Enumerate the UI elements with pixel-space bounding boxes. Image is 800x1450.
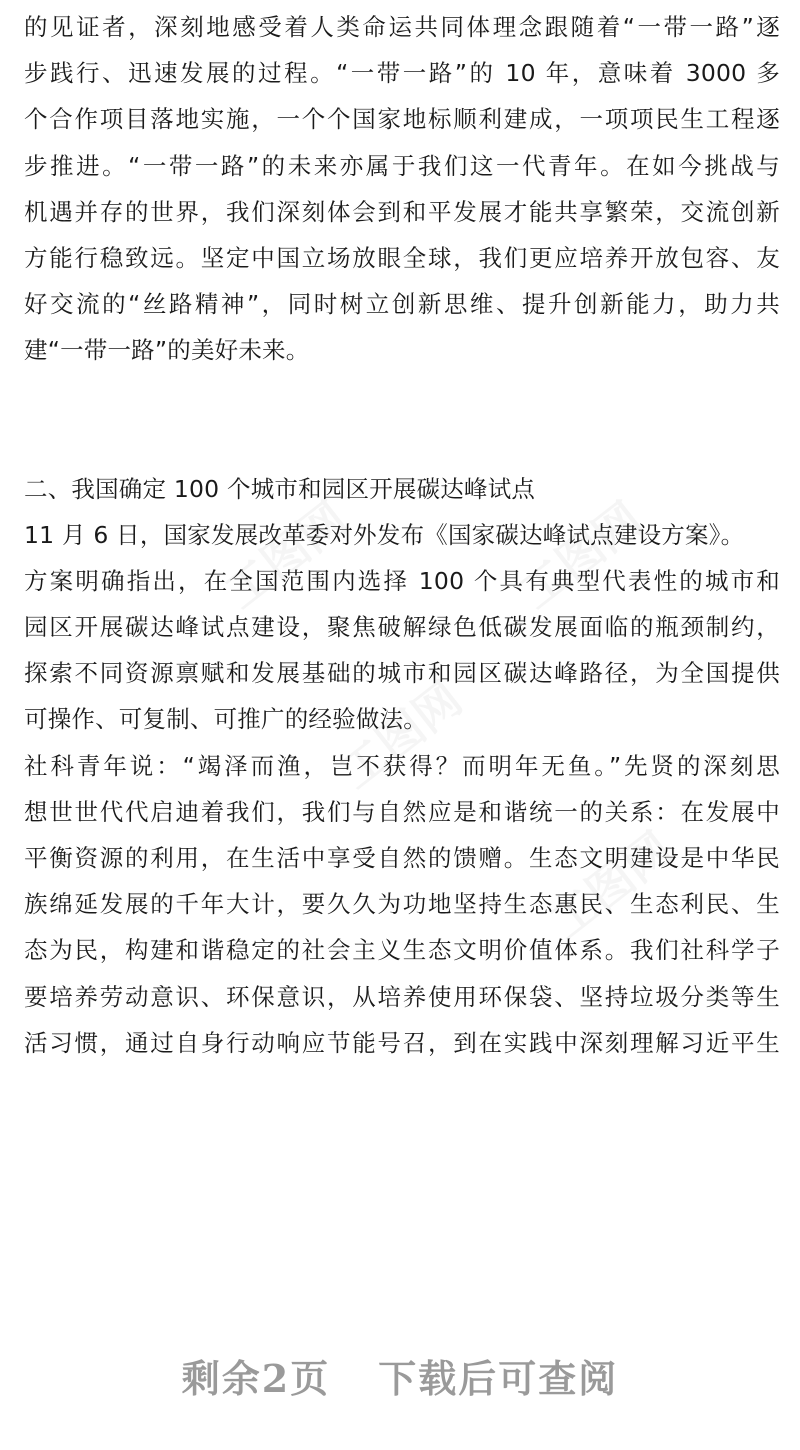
watermark: 工图网 (539, 821, 682, 950)
text-line: 平衡资源的利用，在生活中享受自然的馈赠。生态文明建设是中华民 (24, 844, 780, 872)
text-line: 好交流的“丝路精神”，同时树立创新思维、提升创新能力，助力共 (24, 290, 780, 319)
text-line: 的见证者，深刻地感受着人类命运共同体理念跟随着“一带一路”逐 (24, 13, 780, 41)
text-line: 11 月 6 日，国家发展改革委对外发布《国家碳达峰试点建设方案》。 (24, 520, 745, 549)
text-line: 社科青年说：“竭泽而渔，岂不获得？而明年无鱼。”先贤的深刻思 (24, 751, 780, 780)
paragraph-youth-comment (24, 743, 780, 1066)
paragraph-carbon-news (24, 512, 780, 743)
paragraph-gap (24, 374, 780, 466)
watermark: 工图网 (509, 491, 652, 620)
watermark: 工图网 (214, 491, 357, 620)
text-line: 方能行稳致远。坚定中国立场放眼全球，我们更应培养开放包容、友 (24, 243, 780, 272)
section-heading: 二、我国确定 100 个城市和园区开展碳达峰试点 (24, 474, 536, 503)
text-line: 个合作项目落地实施，一个个国家地标顺利建成，一项项民生工程逐 (24, 105, 780, 134)
text-line: 族绵延发展的千年大计，要久久为功地坚持生态惠民、生态利民、生 (24, 890, 780, 919)
text-line: 园区开展碳达峰试点建设，聚焦破解绿色低碳发展面临的瓶颈制约， (24, 613, 780, 642)
text-line: 想世世代代启迪着我们，我们与自然应是和谐统一的关系：在发展中 (24, 797, 780, 826)
text-line: 步践行、迅速发展的过程。“一带一路”的 10 年，意味着 3000 多 (24, 59, 780, 88)
text-line: 方案明确指出，在全国范围内选择 100 个具有典型代表性的城市和 (24, 566, 780, 595)
text-line: 要培养劳动意识、环保意识，从培养使用环保袋、坚持垃圾分类等生 (24, 982, 780, 1011)
text-line: 机遇并存的世界，我们深刻体会到和平发展才能共享繁荣，交流创新 (24, 197, 780, 226)
text-line: 可操作、可复制、可推广的经验做法。 (24, 705, 427, 734)
paragraph-belt-and-road (24, 4, 780, 374)
download-prompt-banner[interactable] (0, 1340, 800, 1410)
text-line: 探索不同资源禀赋和发展基础的城市和园区碳达峰路径，为全国提供 (24, 659, 780, 688)
download-to-read-label[interactable]: 下载后可查阅 (378, 1355, 619, 1401)
text-line: 活习惯，通过自身行动响应节能号召，到在实践中深刻理解习近平生 (24, 1028, 780, 1057)
remaining-pages-label: 剩余2页 (181, 1355, 331, 1401)
watermark: 工图网 (329, 671, 472, 800)
document-body (24, 4, 780, 1066)
text-line: 建“一带一路”的美好未来。 (24, 336, 310, 365)
text-line: 步推进。“一带一路”的未来亦属于我们这一代青年。在如今挑战与 (24, 151, 780, 180)
text-line: 态为民，构建和谐稳定的社会主义生态文明价值体系。我们社科学子 (24, 936, 780, 965)
